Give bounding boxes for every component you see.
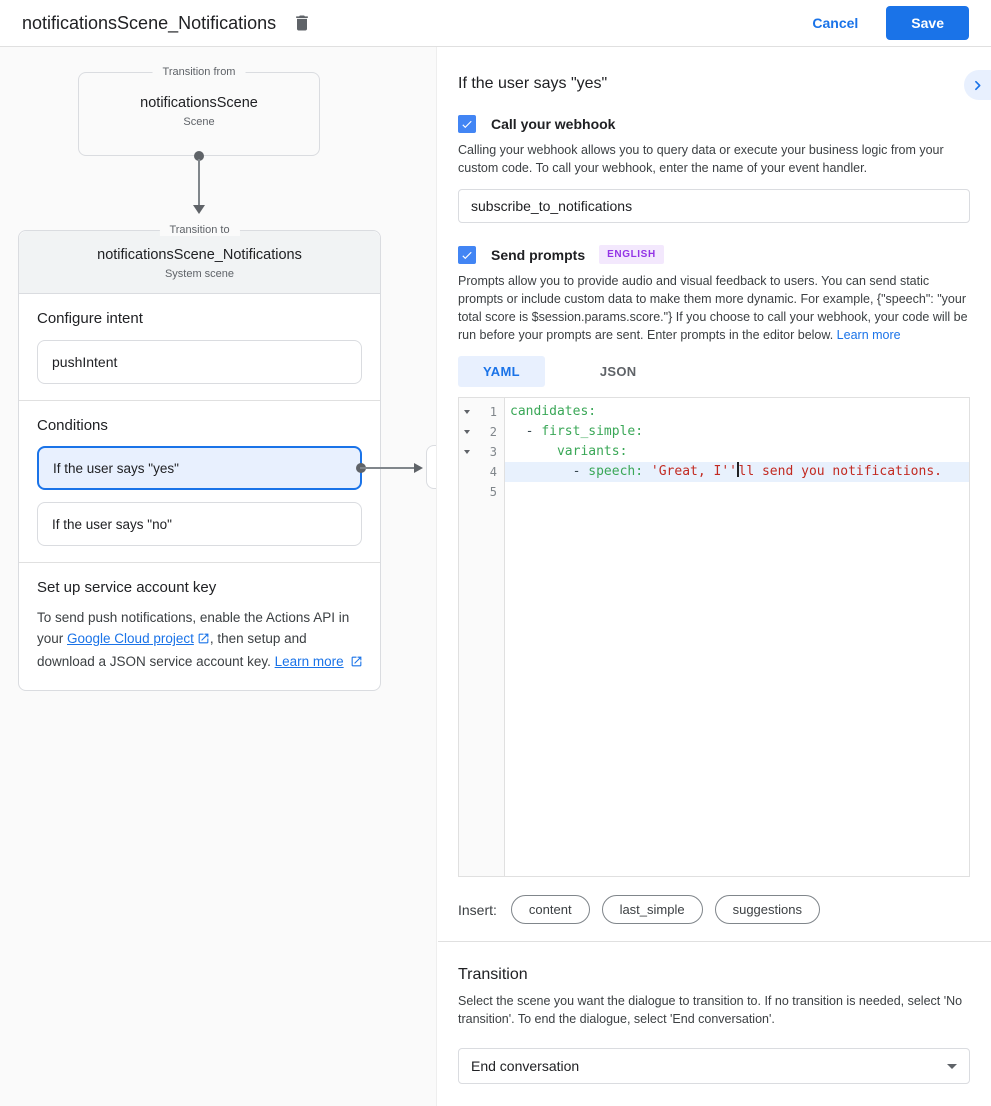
- transition-select[interactable]: [458, 1048, 970, 1084]
- line-number: 3: [489, 445, 497, 459]
- external-link-icon[interactable]: [197, 630, 210, 651]
- prompts-learn-more-link[interactable]: Learn more: [836, 328, 901, 342]
- yaml-key: variants:: [556, 444, 628, 459]
- code-line-3: [505, 442, 969, 462]
- cancel-button[interactable]: Cancel: [812, 15, 859, 31]
- learn-more-link[interactable]: Learn more: [274, 654, 344, 669]
- external-link-icon[interactable]: [350, 653, 363, 674]
- language-badge: ENGLISH: [599, 245, 664, 264]
- yaml-key: first_simple:: [541, 424, 644, 439]
- condition-arrow-line: [360, 467, 417, 469]
- gutter-row: [459, 402, 504, 422]
- page-title: notificationsScene_Notifications: [22, 12, 277, 33]
- gutter-row: [459, 422, 504, 442]
- transition-section: [458, 942, 970, 1084]
- send-prompts-checkbox[interactable]: [458, 246, 476, 264]
- call-webhook-checkbox[interactable]: [458, 115, 476, 133]
- gutter-row: [459, 482, 504, 502]
- service-text-part1: To send push notifications, enable the Actions API in your: [37, 610, 350, 646]
- from-scene-type: Scene: [183, 116, 215, 128]
- condition-yes[interactable]: [37, 446, 362, 490]
- fold-arrow-icon[interactable]: [459, 450, 475, 454]
- insert-chip-suggestions[interactable]: suggestions: [715, 895, 820, 924]
- condition-yes-label: If the user says "yes": [53, 460, 179, 476]
- service-text-part2: , then setup and download a JSON service account key.: [37, 631, 307, 669]
- intent-item[interactable]: pushIntent: [37, 340, 362, 384]
- transition-to-legend: Transition to: [159, 224, 239, 236]
- transition-from-legend: Transition from: [153, 66, 246, 78]
- editor-gutter: [459, 398, 505, 876]
- transition-heading: Transition: [458, 966, 528, 983]
- line-number: 4: [489, 465, 497, 479]
- configure-intent-section: [19, 294, 380, 400]
- line-number: 5: [489, 485, 497, 499]
- insert-chip-content[interactable]: content: [511, 895, 590, 924]
- prompt-code-editor[interactable]: [458, 397, 970, 877]
- flow-arrow-line: [198, 159, 200, 206]
- webhook-row: [458, 115, 970, 133]
- top-bar: [0, 0, 991, 47]
- transition-description: Select the scene you want the dialogue to transition to. If no transition is needed, select 'No transition'. To end the dialogue, select 'End conversation'.: [458, 994, 963, 1026]
- flow-arrowhead-icon: [193, 205, 205, 214]
- code-line-4-active: [505, 462, 969, 482]
- from-scene-name: notificationsScene: [140, 95, 258, 111]
- condition-no-label: If the user says "no": [52, 516, 172, 532]
- yaml-key: candidates:: [510, 404, 597, 419]
- prompts-description: [458, 272, 970, 344]
- gutter-row: [459, 442, 504, 462]
- transition-from-node[interactable]: [78, 66, 320, 156]
- yaml-dash: -: [510, 464, 589, 479]
- code-line-5: [505, 482, 969, 502]
- code-line-2: [505, 422, 969, 442]
- insert-chip-last-simple[interactable]: last_simple: [602, 895, 703, 924]
- fold-arrow-icon[interactable]: [459, 410, 475, 414]
- call-webhook-label: Call your webhook: [491, 116, 616, 132]
- configure-intent-heading: Configure intent: [37, 310, 143, 327]
- collapse-panel-button[interactable]: [964, 70, 991, 100]
- save-button[interactable]: Save: [886, 6, 969, 40]
- gutter-row: [459, 462, 504, 482]
- dropdown-arrow-icon: [947, 1064, 957, 1069]
- service-account-section: [19, 562, 380, 690]
- line-number: 1: [489, 405, 497, 419]
- tab-yaml[interactable]: YAML: [458, 356, 545, 387]
- yaml-dash: -: [510, 424, 542, 439]
- yaml-indent: [510, 444, 557, 459]
- transition-to-card: [18, 224, 381, 691]
- conditions-heading: Conditions: [37, 417, 108, 434]
- condition-target-stub: [426, 445, 437, 489]
- yaml-key: speech:: [588, 464, 651, 479]
- yaml-string: 'Great, I'': [650, 464, 737, 479]
- topbar-actions: [812, 6, 969, 40]
- condition-editor-title: If the user says "yes": [458, 75, 608, 92]
- webhook-description: Calling your webhook allows you to query data or execute your business logic from your custom code. To call your webhook, enter the name of your event handler.: [458, 143, 944, 175]
- transition-select-value: End conversation: [471, 1058, 580, 1074]
- delete-scene-button[interactable]: [292, 13, 312, 33]
- fold-arrow-icon[interactable]: [459, 430, 475, 434]
- condition-arrowhead-icon: [414, 463, 423, 473]
- trash-icon: [292, 13, 312, 33]
- service-account-heading: Set up service account key: [37, 579, 217, 596]
- webhook-handler-input[interactable]: [458, 189, 970, 223]
- insert-label: Insert:: [458, 901, 497, 918]
- condition-editor-panel: [438, 47, 991, 1106]
- google-cloud-project-link[interactable]: Google Cloud project: [67, 631, 194, 646]
- conditions-section: [19, 400, 380, 562]
- to-scene-name: notificationsScene_Notifications: [97, 247, 302, 263]
- insert-row: [458, 895, 970, 924]
- code-line-1: [505, 402, 969, 422]
- chevron-right-icon: [971, 79, 984, 92]
- service-account-text: [37, 607, 367, 674]
- tab-json[interactable]: JSON: [575, 356, 662, 387]
- line-number: 2: [489, 425, 497, 439]
- editor-code-area[interactable]: [505, 398, 969, 876]
- to-scene-type: System scene: [164, 268, 235, 280]
- prompts-row: [458, 245, 970, 264]
- condition-no[interactable]: [37, 502, 362, 546]
- checkmark-icon: [460, 117, 474, 131]
- scene-diagram-panel: [0, 47, 437, 1106]
- editor-format-tabs: [458, 356, 970, 387]
- checkmark-icon: [460, 248, 474, 262]
- prompts-description-text: Prompts allow you to provide audio and visual feedback to users. You can send static prompts or include custom data to make them more dynamic. For example, {"speech": "your total score is $session.params.score."} If you choose to call your webhook, your code will be run before your prompts are sent. Enter prompts in the editor below.: [458, 274, 968, 342]
- to-scene-header: [19, 231, 380, 294]
- yaml-string: ll send you notifications.: [738, 464, 942, 479]
- send-prompts-label: Send prompts: [491, 246, 586, 263]
